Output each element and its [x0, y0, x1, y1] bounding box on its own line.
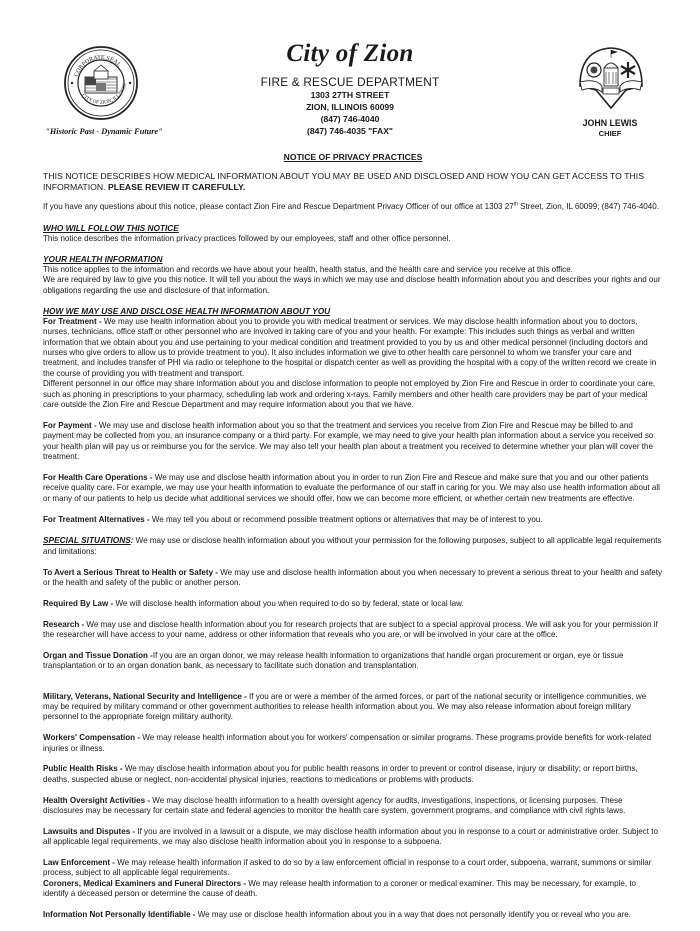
special-item-text: If you are or were a member of the armed forces, or part of the national security or intelligence communities, we may be required by military command or other government authorities to release health information about you. We may also release information about foreign military personnel to the appropriate foreign military authority. — [43, 691, 647, 722]
letterhead-center — [230, 40, 470, 137]
special-item — [43, 764, 663, 785]
city-title: City of Zion — [286, 40, 414, 67]
treatment-paragraph-2: Different personnel in our office may share information about you and disclose information to people not employed by Zion Fire and Rescue in order to coordinate your care, such as phoning in prescriptions to your pharmacy, scheduling lab work and ordering x-rays. Family members and other health care providers may be part of your medical care outside the Zion Fire and Rescue Department and may require information about you that we have. — [43, 379, 656, 410]
special-item-text: We may release health information if asked to do so by a law enforcement official in response to a court order, subpoena, warrant, summons or similar process, subject to all applicable legal requirements. — [43, 857, 652, 878]
operations-text: We may use and disclose health information about you in order to run Zion Fire and Rescue and make sure that you and our other patients receive quality care. For example, we may use your health information to evaluate the performance of our staff in caring for you. We may also use health information about all or many of our patients to help us decide what additional services we should offer, how we can become more efficient, or whether certain new treatments are effective. — [43, 472, 660, 503]
special-item — [43, 910, 663, 920]
payment-text: We may use and disclose health information about you so that the treatment and services you receive from Zion Fire and Rescue may be billed to and payment may be collected from you, an insurance company or a third party. For example, we may need to give your health plan information about a service you received so your health plan will pay us or reimburse you for the service. We may also tell your health plan about a treatment you received to determine whether your plan will cover the treatment. — [43, 420, 654, 462]
notice-title: NOTICE OF PRIVACY PRACTICES — [283, 152, 423, 162]
special-item-text: We may release health information to a coroner or medical examiner. This may be necessary, for example, to identify a deceased person or determine the cause of death. — [43, 878, 637, 899]
special-item-lead: Law Enforcement - — [43, 857, 115, 867]
special-item-text: We may release health information about you for workers' compensation or similar programs. These programs provide benefits for work-related injuries or illness. — [43, 733, 652, 753]
special-item-text: We will disclose health information about you when required to do so by federal, state or local law. — [113, 598, 464, 608]
special-item-lead: Lawsuits and Disputes - — [43, 826, 136, 836]
section-heading-special: SPECIAL SITUATIONS — [43, 535, 131, 546]
treatment-text: We may use health information about you to provide you with medical treatment or services. We may disclose health information about you to doctors, nurses, technicians, office staff or other personnel who are involved in taking care of you and your health. For example: This includes such things as verbal and written information that we obtain about you and use pertaining to your medical condition and treatment provided to you by us and other medical personnel (including doctors and nurses who give orders to allow us to provide treatment to you). It also includes information we give to other health care personnel to whom we transfer your care and treatment, and includes transfer of PHI via radio or telephone to the hospital or dispatch center as well as providing the hospital with a copy of the written record we create in the course of providing you with treatment and transport. — [43, 316, 657, 378]
chief-block — [560, 118, 660, 139]
treatment-lead: For Treatment - — [43, 316, 102, 326]
special-text: We may use or disclose health information about you without your permission for the following purposes, subject to all applicable legal requirements and limitations: — [43, 536, 662, 556]
special-item-text: If you are an organ donor, we may release health information to organizations that handle organ procurement or organ, eye or tissue transplantation or to an organ donation bank, as necessary to facilitate such donation and transplantation. — [43, 650, 624, 671]
street-address: 1303 27TH STREET — [310, 90, 390, 100]
special-item — [43, 568, 663, 589]
svg-text:CITY OF ZION, ILLINOIS: CITY OF ZION, ILLINOIS — [80, 82, 129, 106]
special-item-lead: Military, Veterans, National Security and Intelligence - — [43, 691, 247, 701]
letterhead — [0, 0, 700, 150]
notice-intro — [43, 171, 663, 193]
who-paragraph: This notice describes the information privacy practices followed by our employees, staff and other office personnel. — [43, 233, 451, 243]
special-item-lead: Coroners, Medical Examiners and Funeral Directors - — [43, 878, 247, 888]
intro-text: THIS NOTICE DESCRIBES HOW MEDICAL INFORMATION ABOUT YOU MAY BE USED AND DISCLOSED AND HOW YOU CAN GET ACCESS TO THIS INFORMATION. — [43, 171, 644, 193]
motto: "Historic Past - Dynamic Future" — [45, 127, 163, 136]
corporate-seal-icon — [63, 45, 139, 121]
chief-name: JOHN LEWIS — [582, 118, 638, 128]
health-info-paragraph-2: We are required by law to give you this notice. It will tell you about the ways in which we may use and disclose health information about you and describes your rights and our obligations regarding the use and disclosure of that information. — [43, 275, 661, 295]
special-item-text: If you are involved in a lawsuit or a dispute, we may disclose health information about you in response to a court or administrative order. Subject to all applicable legal requirements, we may also disclose health information about you in response to a subpoena. — [43, 826, 658, 847]
section-heading-health-info: YOUR HEALTH INFORMATION — [43, 254, 163, 265]
section-heading-who: WHO WILL FOLLOW THIS NOTICE — [43, 223, 179, 234]
fax-number: (847) 746-4035 "FAX" — [306, 126, 394, 136]
payment-lead: For Payment - — [43, 420, 97, 430]
special-item-lead: Health Oversight Activities - — [43, 795, 151, 805]
special-item-text: We may use or disclose health information about you in a way that does not personally identify you or reveal who you are. — [195, 909, 631, 919]
special-item-lead: Information Not Personally Identifiable - — [43, 909, 196, 919]
special-situations-paragraph — [43, 535, 663, 557]
payment-paragraph — [43, 421, 663, 463]
special-item — [43, 599, 663, 609]
contact-paragraph — [43, 202, 663, 212]
operations-lead: For Health Care Operations - — [43, 472, 153, 482]
operations-paragraph — [43, 473, 663, 504]
notice-body — [43, 152, 663, 931]
special-item-lead: To Avert a Serious Threat to Health or Safety - — [43, 567, 218, 577]
special-item-text: We may use and disclose health information about you for research projects that are subject to a special approval process. We will ask you for your permission if the researcher will have access to your name, address or other information that reveals who you are, or will be involved in your care at the office. — [43, 619, 658, 639]
fire-rescue-logo-icon — [576, 44, 646, 110]
contact-text: If you have any questions about this notice, please contact Zion Fire and Rescue Department Privacy Officer of our office at 1303 27 — [43, 202, 514, 212]
city-state-zip: ZION, ILLINOIS 60099 — [306, 102, 394, 112]
department-name: FIRE & RESCUE DEPARTMENT — [260, 75, 440, 89]
special-item-lead: Workers' Compensation - — [43, 733, 141, 743]
alternatives-text: We may tell you about or recommend possible treatment options or alternatives that may be of interest to you. — [149, 514, 543, 524]
special-item — [43, 879, 663, 900]
special-item-lead: Required By Law - — [43, 598, 114, 608]
contact-text-end: Street, Zion, IL 60099; (847) 746-4040. — [517, 202, 659, 212]
phone-number: (847) 746-4040 — [320, 114, 380, 124]
ordinal-suffix: th — [513, 201, 518, 208]
special-item-text: We may disclose health information to a health oversight agency for audits, investigations, inspections, or licensing purposes. These disclosures may be necessary for certain state and federal agencies to monitor the health care system, government programs, and compliance with civil rights laws. — [43, 795, 626, 815]
special-item — [43, 733, 663, 754]
special-item-lead: Public Health Risks - — [43, 764, 123, 774]
special-item — [43, 796, 663, 817]
special-item — [43, 858, 663, 879]
special-item — [43, 827, 663, 848]
health-info-paragraph-1: This notice applies to the information and records we have about your health, health status, and the health care and service you receive at this office. — [43, 264, 573, 274]
chief-title: CHIEF — [598, 129, 622, 138]
special-item-text: We may disclose health information about you for public health reasons in order to prevent or control disease, injury or disability; or report births, deaths, suspected abuse or neglect, non-accidental physical injuries, reactions to medications or problems with products. — [43, 764, 638, 784]
heading-colon: : — [130, 536, 134, 546]
special-item — [43, 651, 663, 672]
special-item — [43, 620, 663, 641]
svg-text:CORPORATE SEAL: CORPORATE SEAL — [73, 54, 122, 78]
special-item-text: We may use and disclose health information about you when necessary to prevent a serious threat to your health and safety or the health and safety of the public or another person. — [43, 567, 663, 587]
alternatives-paragraph — [43, 515, 663, 525]
treatment-paragraph — [43, 317, 663, 379]
special-item-lead: Research - — [43, 619, 85, 629]
section-heading-how: HOW WE MAY USE AND DISCLOSE HEALTH INFORMATION ABOUT YOU — [43, 306, 331, 317]
special-item-lead: Organ and Tissue Donation - — [43, 650, 153, 660]
intro-emphasis: PLEASE REVIEW IT CAREFULLY. — [108, 182, 246, 193]
alternatives-lead: For Treatment Alternatives - — [43, 514, 150, 524]
special-item — [43, 692, 663, 723]
